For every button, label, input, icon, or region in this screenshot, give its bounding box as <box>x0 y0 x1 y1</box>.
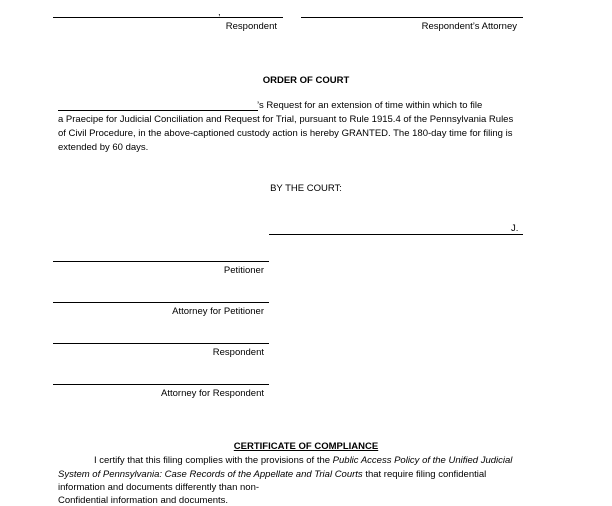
respondent-attorney-signature-line-2 <box>53 384 269 385</box>
respondent-attorney-signature-line <box>301 17 523 18</box>
respondent-attorney-label: Respondent’s Attorney <box>421 21 517 32</box>
judge-signature-line <box>269 234 523 235</box>
certificate-line-1 <box>94 455 512 466</box>
by-the-court: BY THE COURT: <box>270 183 342 194</box>
order-title: ORDER OF COURT <box>262 75 350 86</box>
certificate-line-2 <box>58 469 486 480</box>
certificate-line-2-text: that require filing confidential <box>362 469 487 480</box>
public-access-policy-title: Public Access Policy of the Unified Judicial <box>332 455 513 466</box>
requester-name-line <box>58 110 258 111</box>
order-paragraph-line-4: extended by 60 days. <box>58 142 149 153</box>
judge-suffix: J. <box>511 223 519 234</box>
petitioner-label: Petitioner <box>223 265 264 276</box>
certificate-line-1-text: I certify that this filing complies with the provisions of the <box>94 455 333 466</box>
respondent-signature-line-2 <box>53 343 269 344</box>
respondent-label-2: Respondent <box>212 347 264 358</box>
order-paragraph-line-3: of Civil Procedure, in the above-captioned custody action is hereby GRANTED. The 180-day time for filing is <box>58 128 513 139</box>
order-paragraph-line-2: a Praecipe for Judicial Conciliation and Request for Trial, pursuant to Rule 1915.4 of the Pennsylvania Rules <box>58 114 514 125</box>
case-records-title: System of Pennsylvania: Case Records of the Appellate and Trial Courts <box>58 469 363 480</box>
signature-comma: , <box>218 7 221 18</box>
petitioner-signature-line <box>53 261 269 262</box>
certificate-title: CERTIFICATE OF COMPLIANCE <box>233 441 379 452</box>
certificate-line-4: Confidential information and documents. <box>58 495 229 506</box>
respondent-signature-line <box>53 17 283 18</box>
petitioner-attorney-label: Attorney for Petitioner <box>172 306 264 317</box>
petitioner-attorney-signature-line <box>53 302 269 303</box>
order-paragraph-line-1: ’s Request for an extension of time within which to file <box>257 100 483 111</box>
respondent-attorney-label-2: Attorney for Respondent <box>161 388 264 399</box>
certificate-line-3: information and documents differently than non- <box>58 482 260 493</box>
respondent-label: Respondent <box>225 21 277 32</box>
